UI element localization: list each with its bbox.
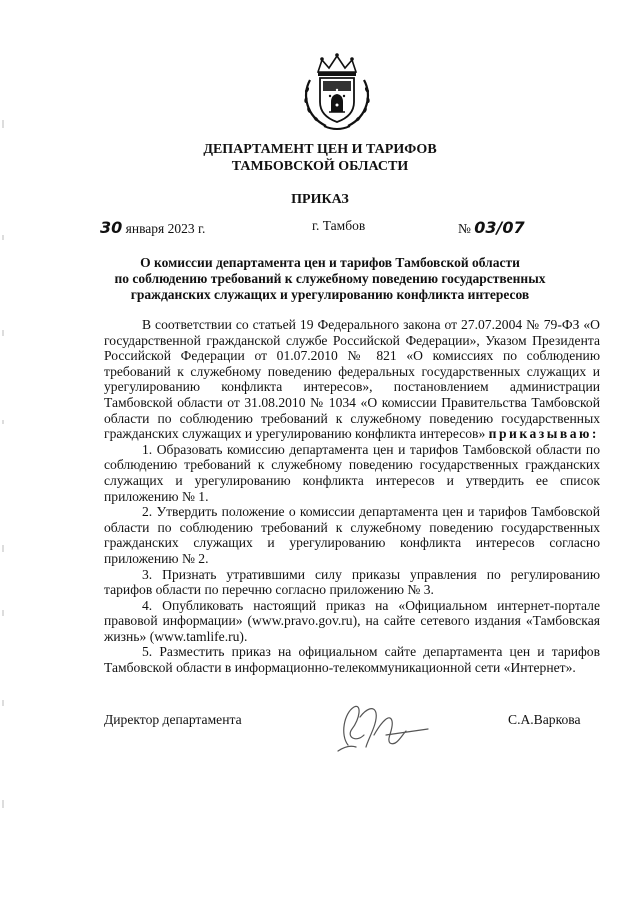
order-item: 2. Утвердить положение о комиссии департамента цен и тарифов Тамбовской области по соблюдению требований к служебному поведению государственных гражданских служащих и урегулированию конфликта интересов согласно приложению № 2. — [104, 504, 600, 566]
subject-line: О комиссии департамента цен и тарифов Тамбовской области — [140, 255, 520, 270]
order-item: 4. Опубликовать настоящий приказ на «Официальном интернет-портале правовой информации» (www.pravo.gov.ru), на сайте сетевого издания «Тамбовская жизнь» (www.tamlife.ru). — [104, 597, 600, 644]
order-item: 5. Разместить приказ на официальном сайте департамента цен и тарифов Тамбовской области в информационно-телекоммуникационной сети «Интернет». — [104, 644, 600, 676]
order-subject — [110, 255, 550, 303]
department-name-line1: ДЕПАРТАМЕНТ ЦЕН И ТАРИФОВ — [203, 142, 437, 157]
preamble-paragraph — [104, 317, 600, 442]
order-body — [104, 317, 600, 676]
order-city: г. Тамбов — [312, 218, 366, 233]
document-type-title: ПРИКАЗ — [291, 192, 349, 207]
order-item: 3. Признать утратившими силу приказы управления по регулированию тарифов области по перечню согласно приложению № 3. — [104, 566, 600, 598]
tambov-coat-of-arms-icon — [296, 50, 378, 132]
handwritten-day: 30 — [100, 218, 123, 237]
scan-margin-marks — [0, 0, 6, 905]
subject-line: гражданских служащих и урегулированию конфликта интересов — [130, 287, 530, 302]
subject-line: по соблюдению требований к служебному поведению государственных — [114, 271, 546, 286]
order-item: 1. Образовать комиссию департамента цен и тарифов Тамбовской области по соблюдению требований к служебному поведению государственных гражданских служащих и урегулированию конфликта интересов и утвердить ее список приложению № 1. — [104, 441, 600, 504]
signatory-name: С.А.Варкова — [508, 712, 581, 727]
order-date — [100, 218, 205, 237]
department-name-line2: ТАМБОВСКОЙ ОБЛАСТИ — [231, 159, 409, 174]
order-number — [458, 218, 525, 237]
preamble-text: В соответствии со статьей 19 Федерального закона от 27.07.2004 № 79-ФЗ «О государственной гражданской службе Российской Федерации», Указом Президента Российской Федерации от 01.07.2010 № 821 «О комиссиях по соблюдению требований к служебному поведению федеральных государственных служащих и урегулированию конфликта интересов», постановлением администрации Тамбовской области от 31.08.2010 № 1034 «О комиссии Правительства Тамбовской области по соблюдению требований к служебному поведению государственных гражданских служащих и урегулированию конфликта интересов» — [104, 317, 600, 442]
signatory-title: Директор департамента — [104, 712, 242, 727]
date-text: января 2023 г. — [125, 221, 206, 236]
number-sign: № — [458, 221, 471, 236]
handwritten-signature — [330, 695, 440, 755]
handwritten-number: 03/07 — [474, 218, 525, 237]
orders-keyword: приказываю: — [488, 426, 599, 442]
